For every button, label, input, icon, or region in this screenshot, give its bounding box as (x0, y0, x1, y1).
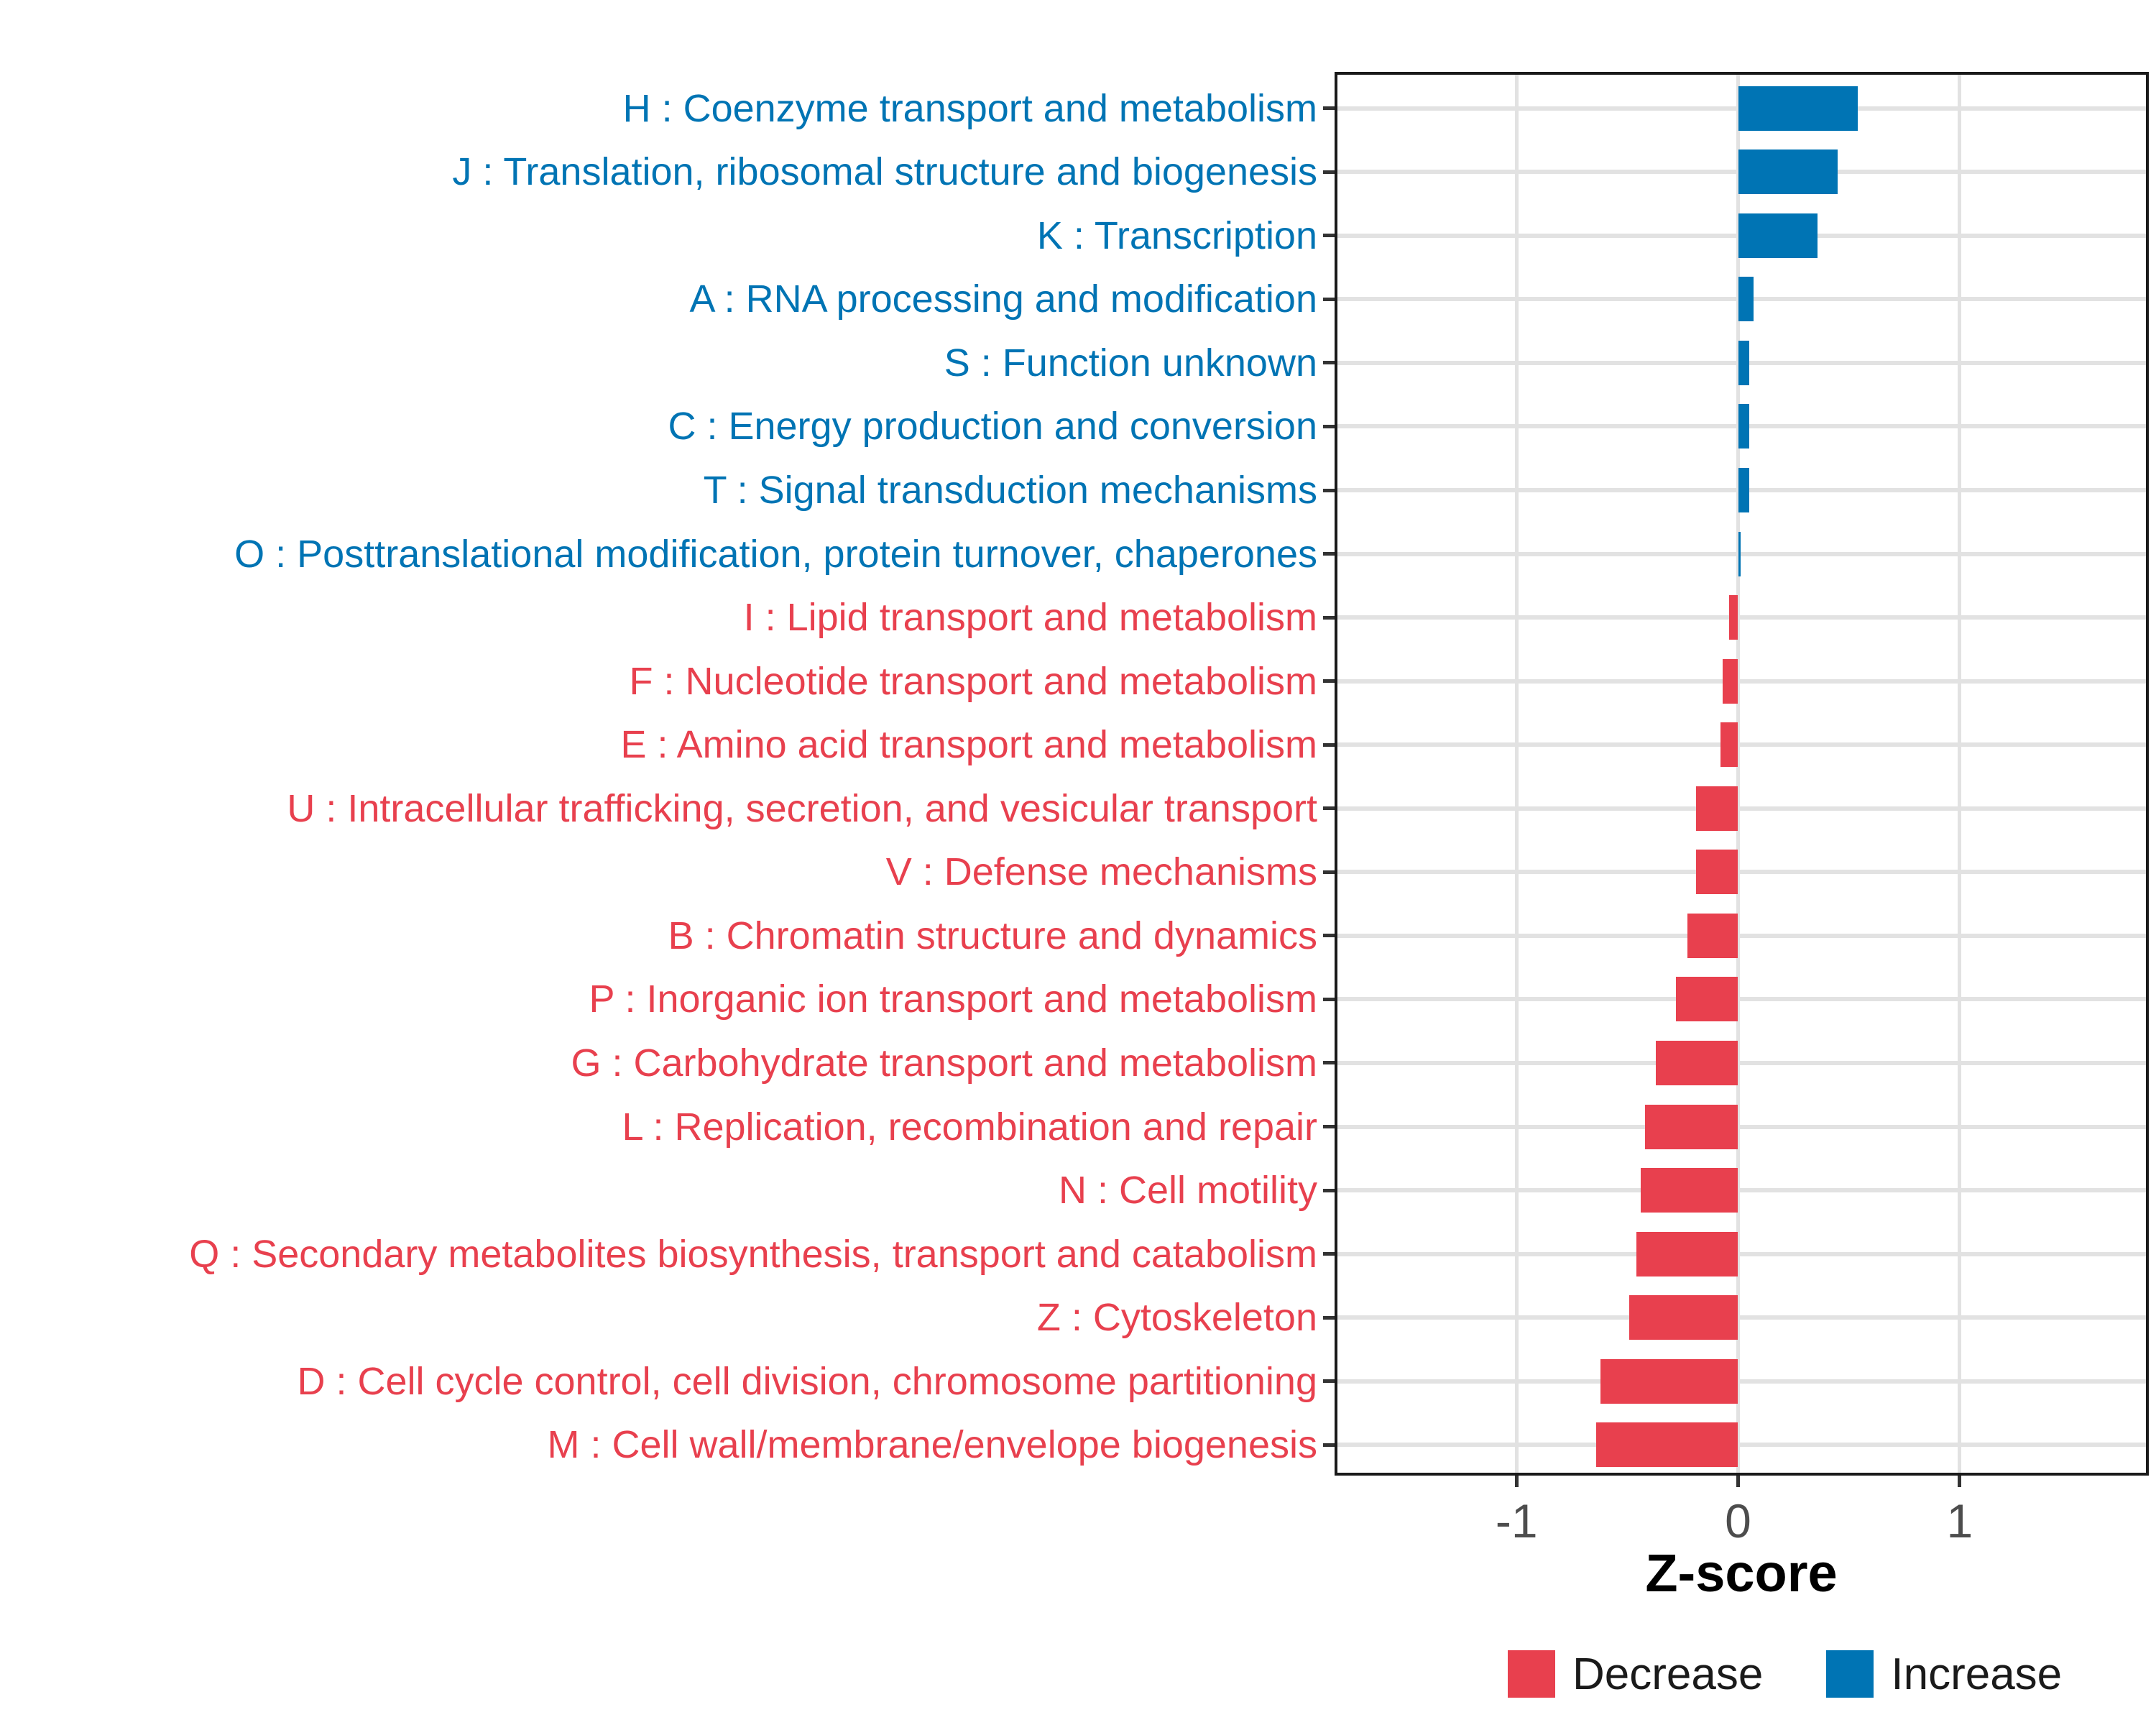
y-axis-tick (1323, 489, 1335, 492)
y-axis-tick (1323, 679, 1335, 683)
horizontal-gridline (1337, 742, 2146, 747)
category-label: K : Transcription (1036, 213, 1317, 257)
vertical-gridline (1958, 75, 1961, 1473)
category-label: C : Energy production and conversion (668, 405, 1317, 448)
horizontal-gridline (1337, 1443, 2146, 1447)
category-label: B : Chromatin structure and dynamics (668, 914, 1317, 957)
bar (1656, 1041, 1738, 1085)
y-axis-tick (1323, 1189, 1335, 1192)
horizontal-gridline (1337, 615, 2146, 620)
horizontal-gridline (1337, 1252, 2146, 1256)
legend-swatch-increase (1826, 1650, 1874, 1698)
category-label: O : Posttranslational modification, protein turnover, chaperones (234, 532, 1317, 576)
y-axis-tick (1323, 743, 1335, 747)
bar (1738, 86, 1858, 131)
y-axis-tick (1323, 1316, 1335, 1320)
horizontal-gridline (1337, 806, 2146, 811)
bar (1645, 1105, 1738, 1149)
y-axis-tick (1323, 298, 1335, 301)
horizontal-gridline (1337, 679, 2146, 684)
bar (1738, 213, 1818, 258)
category-label: P : Inorganic ion transport and metabolism (589, 978, 1317, 1021)
category-label: A : RNA processing and modification (689, 277, 1317, 321)
y-axis-tick (1323, 361, 1335, 364)
horizontal-gridline (1337, 997, 2146, 1001)
horizontal-gridline (1337, 870, 2146, 874)
horizontal-gridline (1337, 934, 2146, 938)
bar (1641, 1168, 1738, 1213)
category-label: V : Defense mechanisms (885, 850, 1317, 894)
y-axis-tick (1323, 170, 1335, 174)
bar (1600, 1359, 1738, 1404)
bar (1720, 722, 1738, 767)
bar (1629, 1295, 1738, 1340)
horizontal-gridline (1337, 1125, 2146, 1129)
y-axis-tick (1323, 425, 1335, 428)
category-label: E : Amino acid transport and metabolism (620, 723, 1317, 767)
category-label: H : Coenzyme transport and metabolism (622, 86, 1317, 130)
y-axis-tick (1323, 234, 1335, 237)
bar (1738, 150, 1838, 194)
bar (1696, 850, 1738, 894)
y-axis-tick (1323, 106, 1335, 110)
bar (1687, 914, 1738, 958)
bar (1738, 341, 1749, 385)
bar (1723, 659, 1738, 704)
x-axis-tick-label: 0 (1725, 1494, 1751, 1547)
horizontal-gridline (1337, 1061, 2146, 1065)
x-axis-tick (1515, 1476, 1519, 1487)
y-axis-tick (1323, 1443, 1335, 1447)
horizontal-gridline (1337, 1379, 2146, 1384)
category-label: Q : Secondary metabolites biosynthesis, transport and catabolism (189, 1232, 1317, 1276)
bar (1738, 468, 1749, 512)
legend-item (1826, 1649, 2062, 1700)
bar (1676, 977, 1738, 1021)
category-label: F : Nucleotide transport and metabolism (629, 659, 1317, 703)
y-axis-tick (1323, 616, 1335, 620)
horizontal-gridline (1337, 1188, 2146, 1192)
x-axis-tick (1958, 1476, 1961, 1487)
horizontal-gridline (1337, 1315, 2146, 1320)
category-label: Z : Cytoskeleton (1036, 1296, 1317, 1340)
legend-label: Decrease (1572, 1649, 1764, 1699)
y-axis-tick (1323, 934, 1335, 937)
category-label: N : Cell motility (1058, 1169, 1317, 1213)
x-axis-tick-label: 1 (1946, 1494, 1973, 1547)
category-label: T : Signal transduction mechanisms (703, 469, 1317, 512)
category-label: U : Intracellular trafficking, secretion, and vesicular transport (287, 786, 1317, 830)
category-label: S : Function unknown (944, 341, 1317, 385)
bar (1738, 277, 1754, 321)
y-axis-tick (1323, 1252, 1335, 1256)
y-axis-tick (1323, 998, 1335, 1001)
y-axis-tick (1323, 552, 1335, 556)
horizontal-gridline (1337, 552, 2146, 556)
category-label: G : Carbohydrate transport and metabolism (571, 1041, 1317, 1085)
category-label: L : Replication, recombination and repair (622, 1105, 1317, 1149)
x-axis-title: Z-score (1645, 1543, 1838, 1603)
bar (1729, 595, 1738, 640)
y-axis-tick (1323, 1379, 1335, 1383)
legend-label: Increase (1891, 1649, 2063, 1699)
legend-swatch-decrease (1508, 1650, 1555, 1698)
y-axis-tick (1323, 870, 1335, 874)
vertical-gridline (1515, 75, 1519, 1473)
bar (1596, 1422, 1738, 1467)
y-axis-tick (1323, 806, 1335, 810)
category-label: M : Cell wall/membrane/envelope biogenesis (547, 1423, 1317, 1467)
y-axis-tick (1323, 1061, 1335, 1064)
bar (1738, 404, 1749, 448)
bar (1738, 532, 1741, 576)
category-label: J : Translation, ribosomal structure and biogenesis (452, 150, 1317, 194)
legend-item (1508, 1649, 1763, 1700)
x-axis-tick-label: -1 (1495, 1494, 1538, 1547)
bar (1636, 1232, 1738, 1276)
category-label: D : Cell cycle control, cell division, chromosome partitioning (297, 1359, 1317, 1403)
category-label: I : Lipid transport and metabolism (743, 596, 1317, 640)
plot-panel (1335, 72, 2149, 1476)
bar (1696, 786, 1738, 831)
legend (1508, 1650, 2062, 1698)
x-axis-tick (1736, 1476, 1740, 1487)
y-axis-tick (1323, 1125, 1335, 1128)
